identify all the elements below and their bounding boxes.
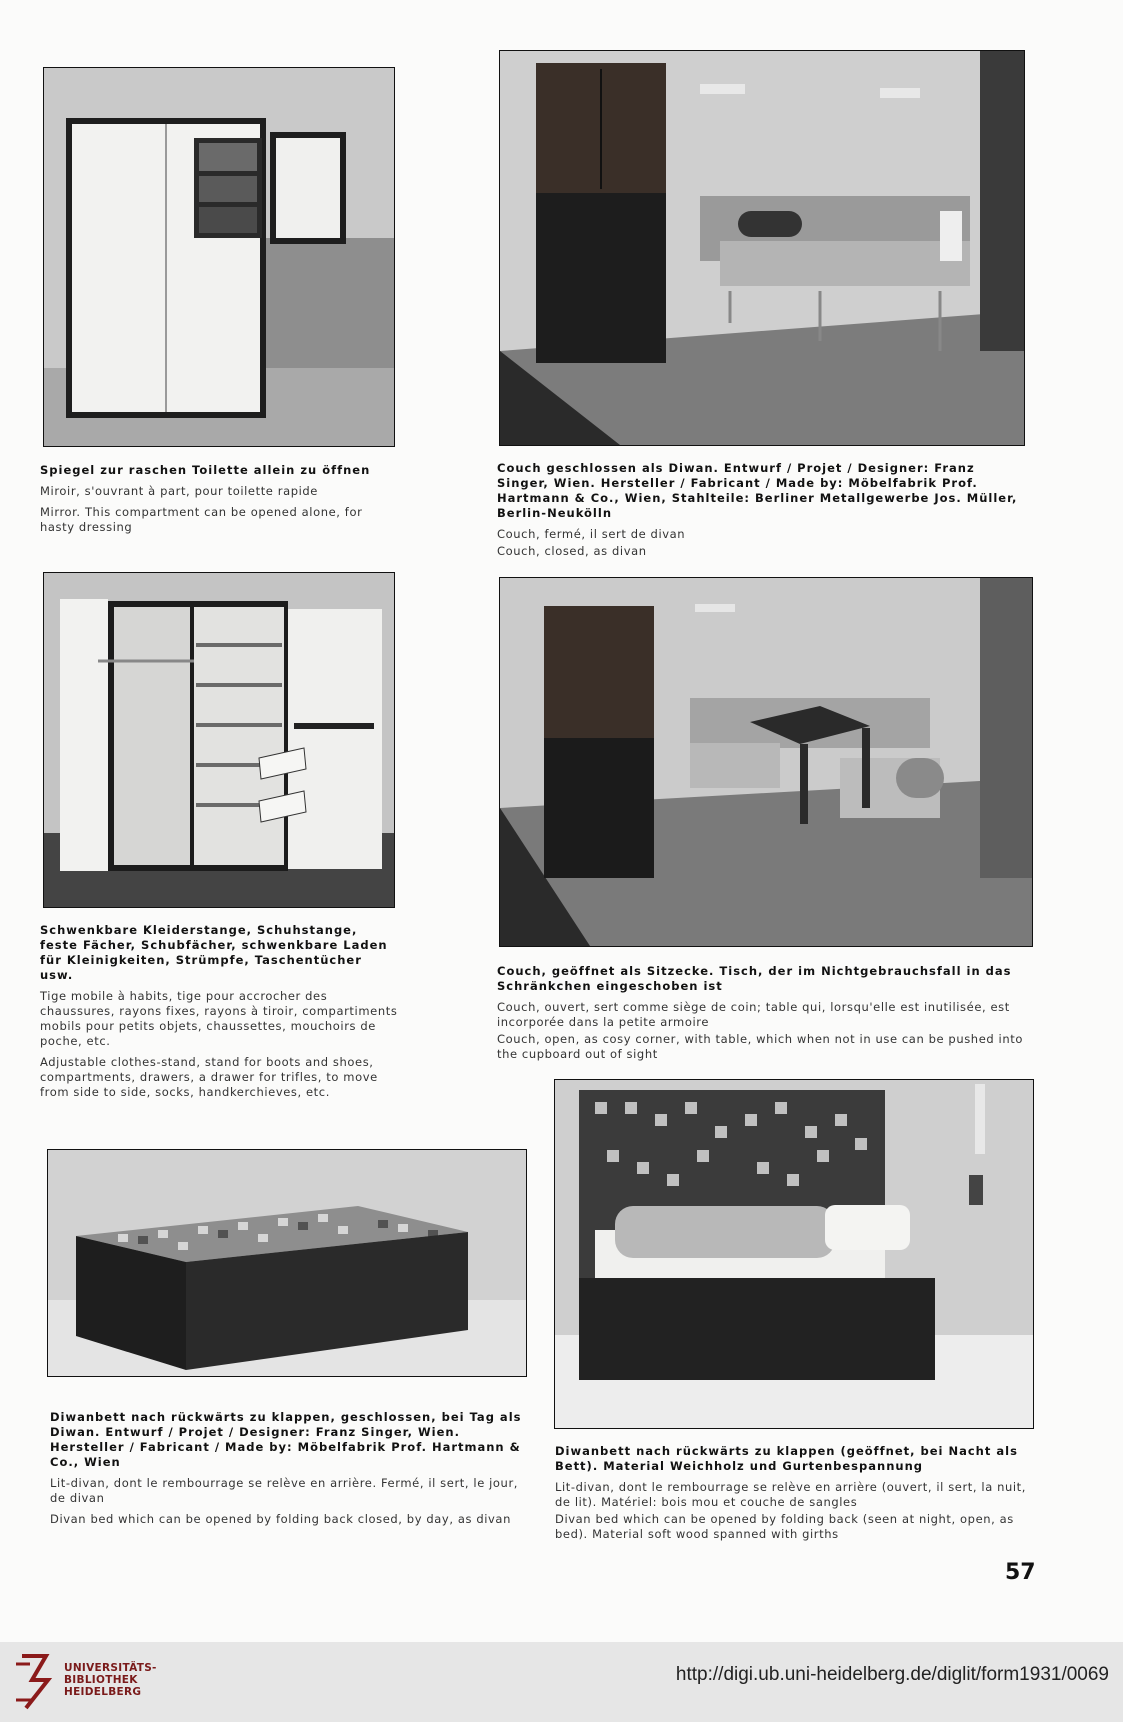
caption-divan-closed bbox=[50, 1410, 534, 1533]
source-url-link[interactable]: http://digi.ub.uni-heidelberg.de/diglit/form1931/0069 bbox=[675, 1664, 1109, 1685]
caption-english: Divan bed which can be opened by folding back (seen at night, open, as bed). Material soft wood spanned with girths bbox=[555, 1512, 1014, 1541]
caption-french: Tige mobile à habits, tige pour accrocher des chaussures, rayons fixes, rayons à tiroir, compartiments mobils pour petits objets, chaussettes, mouchoirs de poche, etc. bbox=[40, 989, 398, 1048]
caption-french: Couch, ouvert, sert comme siège de coin; table qui, lorsqu'elle est inutilisée, est incorporée dans la petite armoire bbox=[497, 1000, 1010, 1029]
caption-divan-open bbox=[555, 1444, 1035, 1548]
caption-french: Couch, fermé, il sert de divan bbox=[497, 527, 686, 541]
photo-couch-open-corner bbox=[499, 577, 1033, 947]
caption-english: Divan bed which can be opened by folding back closed, by day, as divan bbox=[50, 1512, 511, 1526]
caption-french: Miroir, s'ouvrant à part, pour toilette rapide bbox=[40, 484, 318, 498]
photo-divan-closed bbox=[47, 1149, 527, 1377]
library-footer bbox=[0, 1642, 1123, 1722]
photo-divan-open-bed bbox=[554, 1079, 1034, 1429]
caption-english: Mirror. This compartment can be opened alone, for hasty dressing bbox=[40, 505, 363, 534]
caption-english: Couch, closed, as divan bbox=[497, 544, 647, 558]
photo-couch-closed bbox=[499, 50, 1025, 446]
photo-open-wardrobe bbox=[43, 572, 395, 908]
library-name bbox=[64, 1662, 157, 1698]
caption-couch-open bbox=[497, 964, 1035, 1068]
library-logo-icon[interactable] bbox=[12, 1650, 60, 1714]
library-name-line3: HEIDELBERG bbox=[64, 1686, 142, 1698]
caption-heading: Diwanbett nach rückwärts zu klappen (geöffnet, bei Nacht als Bett). Material Weichholz und Gurtenbespannung bbox=[555, 1444, 1018, 1473]
page-number: 57 bbox=[1005, 1560, 1036, 1585]
library-name-line2: BIBLIOTHEK bbox=[64, 1674, 138, 1686]
caption-french: Lit-divan, dont le rembourrage se relève en arrière (ouvert, il sert, la nuit, de lit). Matériel: bois mou et couche de sangles bbox=[555, 1480, 1027, 1509]
caption-mirror bbox=[40, 463, 400, 541]
caption-heading: Couch, geöffnet als Sitzecke. Tisch, der im Nichtgebrauchsfall in das Schränkchen eingeschoben ist bbox=[497, 964, 1012, 993]
caption-heading: Couch geschlossen als Diwan. Entwurf / Projet / Designer: Franz Singer, Wien. Hersteller / Fabricant / Made by: Möbelfabrik Prof. Hartmann & Co., Wien, Stahlteile: Berliner Metallgewerbe Jos. Müller, Berlin-Neukölln bbox=[497, 461, 1018, 520]
caption-wardrobe bbox=[40, 923, 400, 1106]
caption-couch-closed bbox=[497, 461, 1031, 565]
caption-english: Couch, open, as cosy corner, with table, which when not in use can be pushed into the cupboard out of sight bbox=[497, 1032, 1023, 1061]
caption-french: Lit-divan, dont le rembourrage se relève en arrière. Fermé, il sert, le jour, de divan bbox=[50, 1476, 519, 1505]
photo-mirror-cabinet bbox=[43, 67, 395, 447]
library-name-line1: UNIVERSITÄTS- bbox=[64, 1662, 157, 1674]
caption-heading: Spiegel zur raschen Toilette allein zu öffnen bbox=[40, 463, 371, 477]
caption-heading: Diwanbett nach rückwärts zu klappen, geschlossen, bei Tag als Diwan. Entwurf / Projet / Designer: Franz Singer, Wien. Hersteller / Fabricant / Made by: Möbelfabrik Prof. Hartmann & Co., Wien bbox=[50, 1410, 522, 1469]
caption-heading: Schwenkbare Kleiderstange, Schuhstange, feste Fächer, Schubfächer, schwenkbare Laden für Kleinigkeiten, Strümpfe, Taschentücher usw. bbox=[40, 923, 388, 982]
caption-english: Adjustable clothes-stand, stand for boots and shoes, compartments, drawers, a drawer for trifles, to move from side to side, socks, handkerchieves, etc. bbox=[40, 1055, 378, 1099]
